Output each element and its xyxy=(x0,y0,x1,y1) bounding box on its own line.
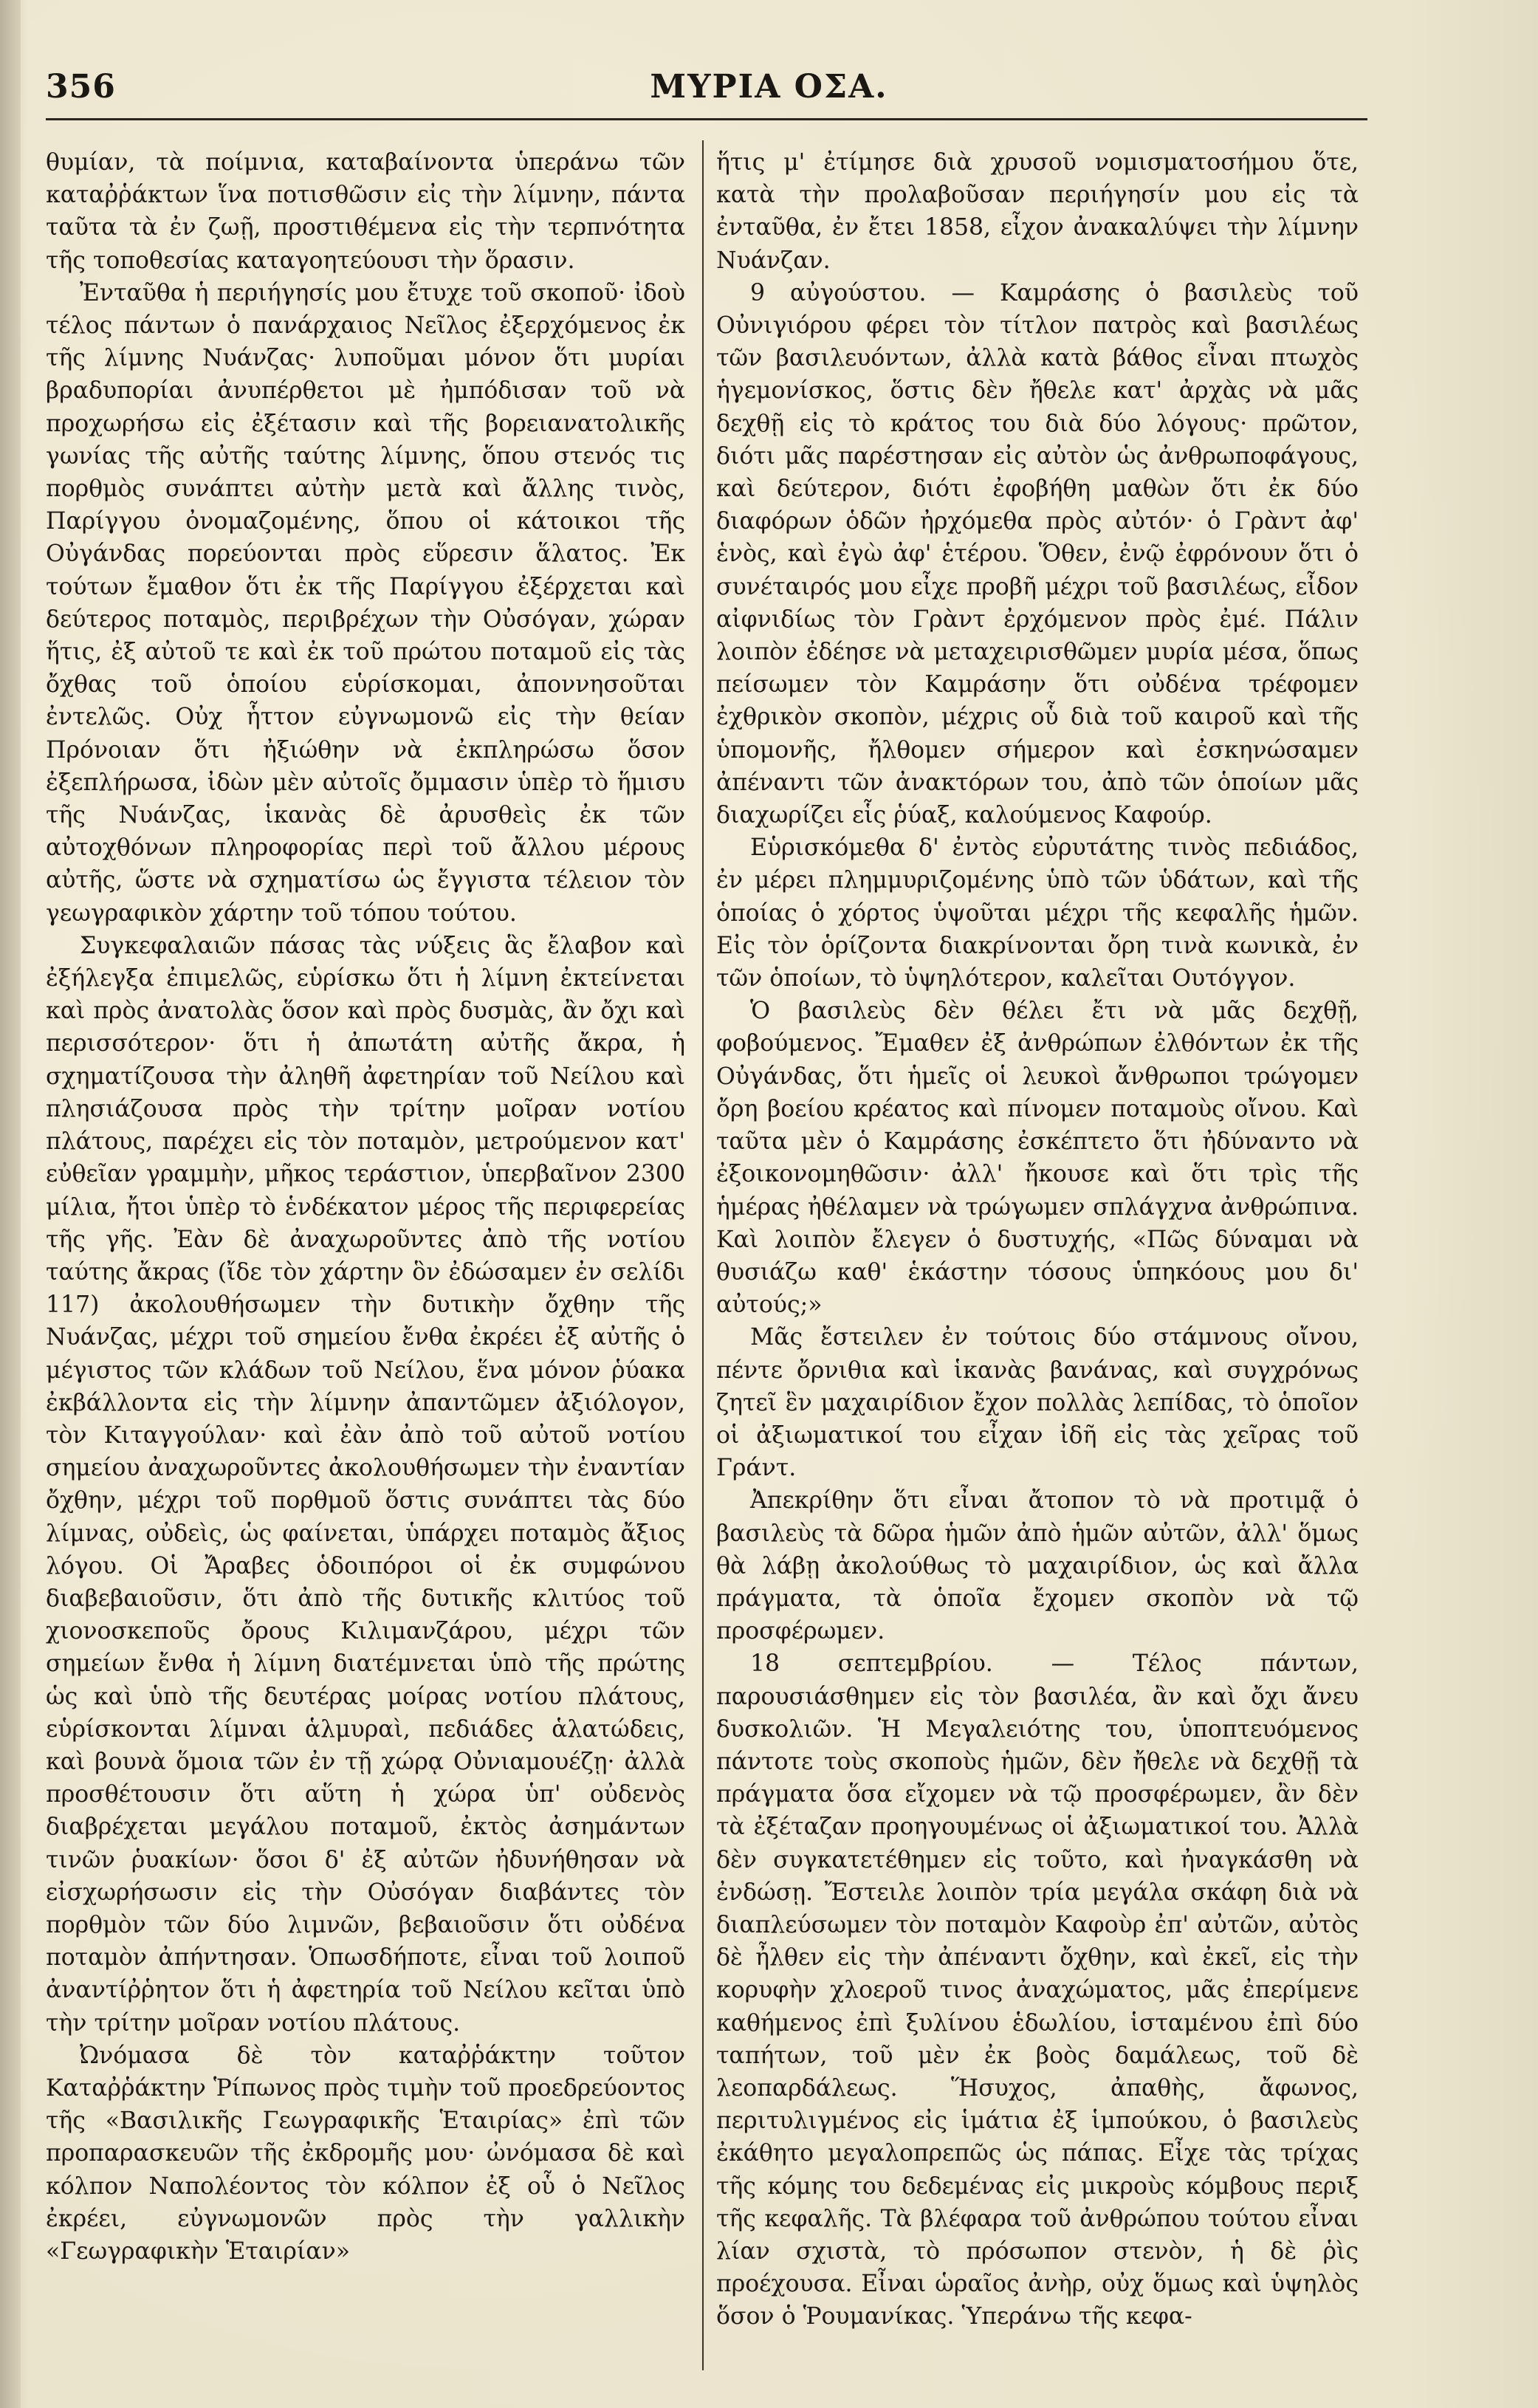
left-column xyxy=(46,146,685,2268)
right-column xyxy=(716,146,1359,2333)
paragraph: Ἀπεκρίθην ὅτι εἶναι ἄτοπον τὸ νὰ προτιμᾷ ὁ βασιλεὺς τὰ δῶρα ἡμῶν ἀπὸ ἡμῶν αὐτῶν, ἀλλ' ὅμως θὰ λάβῃ ἀκολούθως τὸ μαχαιρίδιον, ὡς καὶ ἄλλα πράγματα, τὰ ὁποῖα ἔχομεν σκοπὸν νὰ τῷ προσφέρωμεν. xyxy=(716,1487,1359,1645)
running-title: ΜΥΡΙΑ ΟΣΑ. xyxy=(650,68,888,106)
paragraph: Εὑρισκόμεθα δ' ἐντὸς εὐρυτάτης τινὸς πεδιάδος, ἐν μέρει πλημμυριζομένης ὑπὸ τῶν ὑδάτων, καὶ τῆς ὁποίας ὁ χόρτος ὑψοῦται μέχρι τῆς κεφαλῆς ἡμῶν. Εἰς τὸν ὁρίζοντα διακρίνονται ὄρη τινὰ κωνικὰ, ἐν τῶν ὁποίων, τὸ ὑψηλότερον, καλεῖται Ουτόγγον. xyxy=(716,834,1359,992)
paragraph: 18 σεπτεμβρίου. — Τέλος πάντων, παρουσιάσθημεν εἰς τὸν βασιλέα, ἂν καὶ ὄχι ἄνευ δυσκολιῶν. Ἡ Μεγαλειότης του, ὑποπτευόμενος πάντοτε τοὺς σκοποὺς ἡμῶν, δὲν ἤθελε νὰ δεχθῇ τὰ πράγματα ὅσα εἴχομεν νὰ τῷ προσφέρωμεν, ἂν δὲν τὰ ἐξέταζαν προηγουμένως οἱ ἀξιωματικοί του. Ἀλλὰ δὲν συγκατετέθημεν εἰς τοῦτο, καὶ ἠναγκάσθη νὰ ἐνδώσῃ. Ἔστειλε λοιπὸν τρία μεγάλα σκάφη διὰ νὰ διαπλεύσωμεν τὸν ποταμὸν Καφοὺρ ἐπ' αὐτῶν, αὐτὸς δὲ ἦλθεν εἰς τὴν ἀπέναντι ὄχθην, καὶ ἐκεῖ, εἰς τὴν κορυφὴν χλοεροῦ τινος ἀναχώματος, μᾶς ἐπερίμενε καθήμενος ἐπὶ ξυλίνου ἑδωλίου, ἱσταμένου ἐπὶ δύο ταπήτων, τοῦ μὲν ἐκ βοὸς δαμάλεως, τοῦ δὲ λεοπαρδάλεως. Ἥσυχος, ἀπαθὴς, ἄφωνος, περιτυλιγμένος εἰς ἱμάτια ἐξ ἱμπούκου, ὁ βασιλεὺς ἐκάθητο μεγαλοπρεπῶς ὡς πάπας. Εἶχε τὰς τρίχας τῆς κόμης του δεδεμένας εἰς μικροὺς κόμβους περιξ τῆς κεφαλῆς. Τὰ βλέφαρα τοῦ ἀνθρώπου τούτου εἶναι λίαν σχιστὰ, τὸ πρόσωπον στενὸν, ἡ δὲ ῥὶς προέχουσα. Εἶναι ὡραῖος ἀνὴρ, οὐχ ὅμως καὶ ὑψηλὸς ὅσον ὁ Ῥουμανίκας. Ὑπεράνω τῆς κεφα- xyxy=(716,1650,1359,2330)
paragraph: Ὁ βασιλεὺς δὲν θέλει ἔτι νὰ μᾶς δεχθῇ, φοβούμενος. Ἔμαθεν ἐξ ἀνθρώπων ἐλθόντων ἐκ τῆς Οὐγάνδας, ὅτι ἡμεῖς οἱ λευκοὶ ἄνθρωποι τρώγομεν ὄρη βοείου κρέατος καὶ πίνομεν ποταμοὺς οἴνου. Καὶ ταῦτα μὲν ὁ Καμράσης ἐσκέπτετο ὅτι ἠδύναντο νὰ ἐξοικονομηθῶσιν· ἀλλ' ἤκουσε καὶ ὅτι τρὶς τῆς ἡμέρας ἠθέλαμεν νὰ τρώγωμεν σπλάγχνα ἀνθρώπινα. Καὶ λοιπὸν ἔλεγεν ὁ δυστυχής, «Πῶς δύναμαι νὰ θυσιάζω καθ' ἑκάστην τόσους ὑπηκόους μου δι' αὐτούς;» xyxy=(716,998,1359,1319)
paragraph: ἥτις μ' ἐτίμησε διὰ χρυσοῦ νομισματοσήμου ὅτε, κατὰ τὴν προλαβοῦσαν περιήγησίν μου εἰς τὰ ἐνταῦθα, ἐν ἔτει 1858, εἶχον ἀνακαλύψει τὴν λίμνην Νυάνζαν. xyxy=(716,149,1359,274)
page-number: 356 xyxy=(46,68,116,106)
paragraph: Συγκεφαλαιῶν πάσας τὰς νύξεις ἃς ἔλαβον καὶ ἐξήλεγξα ἐπιμελῶς, εὑρίσκω ὅτι ἡ λίμνη ἐκτείνεται καὶ πρὸς ἀνατολὰς ὅσον καὶ πρὸς δυσμὰς, ἂν ὄχι καὶ περισσότερον· ὅτι ἡ ἀπωτάτη αὐτῆς ἄκρα, ἡ σχηματίζουσα τὴν ἀληθῆ ἀφετηρίαν τοῦ Νείλου καὶ πλησιάζουσα πρὸς τὴν τρίτην μοῖραν νοτίου πλάτους, παρέχει εἰς τὸν ποταμὸν, μετρούμενον κατ' εὐθεῖαν γραμμὴν, μῆκος τεράστιον, ὑπερβαῖνον 2300 μίλια, ἤτοι ὑπὲρ τὸ ἑνδέκατον μέρος τῆς περιφερείας τῆς γῆς. Ἐὰν δὲ ἀναχωροῦντες ἀπὸ τῆς νοτίου ταύτης ἄκρας (ἴδε τὸν χάρτην ὃν ἐδώσαμεν ἐν σελίδι 117) ἀκολουθήσωμεν τὴν δυτικὴν ὄχθην τῆς Νυάνζας, μέχρι τοῦ σημείου ἔνθα ἐκρέει ἐξ αὐτῆς ὁ μέγιστος τῶν κλάδων τοῦ Νείλου, ἕνα μόνον ῥύακα ἐκβάλλοντα εἰς τὴν λίμνην ἀπαντῶμεν ἀξιόλογον, τὸν Κιταγγούλαν· καὶ ἐὰν ἀπὸ τοῦ αὐτοῦ νοτίου σημείου ἀναχωροῦντες ἀκολουθήσωμεν τὴν ἐναντίαν ὄχθην, μέχρι τοῦ πορθμοῦ ὅστις συνάπτει τὰς δύο λίμνας, οὐδεὶς, ὡς φαίνεται, ὑπάρχει ποταμὸς ἄξιος λόγου. Οἱ Ἄραβες ὁδοιπόροι οἱ ἐκ συμφώνου διαβεβαιοῦσιν, ὅτι ἀπὸ τῆς δυτικῆς κλιτύος τοῦ χιονοσκεποῦς ὄρους Κιλιμανζάρου, μέχρι τῶν σημείων ἔνθα ἡ λίμνη διατέμνεται ὑπὸ τῆς πρώτης ὡς καὶ ὑπὸ τῆς δευτέρας μοίρας νοτίου πλάτους, εὑρίσκονται λίμναι ἁλμυραὶ, πεδιάδες ἁλατώδεις, καὶ βουνὰ ὅμοια τῶν ἐν τῇ χώρᾳ Οὐνιαμουέζῃ· ἀλλὰ προσθέτουσιν ὅτι αὕτη ἡ χώρα ὑπ' οὐδενὸς διαβρέχεται μεγάλου ποταμοῦ, ἐκτὸς ἀσημάντων τινῶν ῥυακίων· ὅσοι δ' ἐξ αὐτῶν ἠδυνήθησαν νὰ εἰσχωρήσωσιν εἰς τὴν Οὐσόγαν διαβάντες τὸν πορθμὸν τῶν δύο λιμνῶν, βεβαιοῦσιν ὅτι οὐδένα ποταμὸν ἀπήντησαν. Ὁπωσδήποτε, εἶναι τοῦ λοιποῦ ἀναντίῤῥητον ὅτι ἡ ἀφετηρία τοῦ Νείλου κεῖται ὑπὸ τὴν τρίτην μοῖραν νοτίου πλάτους. xyxy=(46,932,685,2037)
paragraph: θυμίαν, τὰ ποίμνια, καταβαίνοντα ὑπεράνω τῶν καταῤῥάκτων ἵνα ποτισθῶσιν εἰς τὴν λίμνην, πάντα ταῦτα τὰ ἐν ζωῇ, προστιθέμενα εἰς τὴν τερπνότητα τῆς τοποθεσίας καταγοητεύουσι τὴν ὅρασιν. xyxy=(46,149,685,274)
paragraph: Ἐνταῦθα ἡ περιήγησίς μου ἔτυχε τοῦ σκοποῦ· ἰδοὺ τέλος πάντων ὁ πανάρχαιος Νεῖλος ἐξερχόμενος ἐκ τῆς λίμνης Νυάνζας· λυποῦμαι μόνον ὅτι μυρίαι βραδυπορίαι ἀνυπέρθετοι μὲ ἠμπόδισαν τοῦ νὰ προχωρήσω εἰς ἐξέτασιν καὶ τῆς βορειανατολικῆς γωνίας τῆς αὐτῆς ταύτης λίμνης, ὅπου στενός τις πορθμὸς συνάπτει αὐτὴν μετὰ καὶ ἄλλης τινὸς, Παρίγγου ὀνομαζομένης, ὅπου οἱ κάτοικοι τῆς Οὐγάνδας πορεύονται πρὸς εὕρεσιν ἅλατος. Ἐκ τούτων ἔμαθον ὅτι ἐκ τῆς Παρίγγου ἐξέρχεται καὶ δεύτερος ποταμὸς, περιβρέχων τὴν Οὐσόγαν, χώραν ἥτις, ἐξ αὐτοῦ τε καὶ ἐκ τοῦ πρώτου ποταμοῦ εἰς τὰς ὄχθας τοῦ ὁποίου εὑρίσκομαι, ἀποννησοῦται ἐντελῶς. Οὐχ ἧττον εὐγνωμονῶ εἰς τὴν θείαν Πρόνοιαν ὅτι ἠξιώθην νὰ ἐκπληρώσω ὅσον ἐξεπλήρωσα, ἰδὼν μὲν αὐτοῖς ὄμμασιν ὑπὲρ τὸ ἥμισυ τῆς Νυάνζας, ἱκανὰς δὲ ἀρυσθεὶς ἐκ τῶν αὐτοχθόνων πληροφορίας περὶ τοῦ ἄλλου μέρους αὐτῆς, ὥστε νὰ σχηματίσω ὡς ἔγγιστα τέλειον τὸν γεωγραφικὸν χάρτην τοῦ τόπου τούτου. xyxy=(46,279,685,927)
header-rule xyxy=(46,118,1367,120)
paragraph: Ὠνόμασα δὲ τὸν καταῤῥάκτην τοῦτον Καταῤῥάκτην Ῥίπωνος πρὸς τιμὴν τοῦ προεδρεύοντος τῆς «Βασιλικῆς Γεωγραφικῆς Ἑταιρίας» ἐπὶ τῶν προπαρασκευῶν τῆς ἐκδρομῆς μου· ὠνόμασα δὲ καὶ κόλπον Ναπολέοντος τὸν κόλπον ἐξ οὗ ὁ Νεῖλος ἐκρέει, εὐγνωμονῶν πρὸς τὴν γαλλικὴν «Γεωγραφικὴν Ἑταιρίαν» xyxy=(46,2042,685,2265)
paragraph: 9 αὐγούστου. — Καμράσης ὁ βασιλεὺς τοῦ Οὐνιγιόρου φέρει τὸν τίτλον πατρὸς καὶ βασιλέως τῶν βασιλευόντων, ἀλλὰ κατὰ βάθος εἶναι πτωχὸς ἡγεμονίσκος, ὅστις δὲν ἤθελε κατ' ἀρχὰς νὰ μᾶς δεχθῇ εἰς τὸ κράτος του διὰ δύο λόγους· πρῶτον, διότι μᾶς παρέστησαν εἰς αὐτὸν ὡς ἀνθρωποφάγους, καὶ δεύτερον, διότι ἐφοβήθη μαθὼν ὅτι ἐκ δύο διαφόρων ὁδῶν ἠρχόμεθα πρὸς αὐτόν· ὁ Γρὰντ ἀφ' ἑνὸς, καὶ ἐγὼ ἀφ' ἑτέρου. Ὅθεν, ἐνῷ ἐφρόνουν ὅτι ὁ συνέταιρός μου εἶχε προβῆ μέχρι τοῦ βασιλέως, εἶδον αἰφνιδίως τὸν Γρὰντ ἐρχόμενον πρὸς ἐμέ. Πάλιν λοιπὸν ἐδέησε νὰ μεταχειρισθῶμεν μυρία μέσα, ὅπως πείσωμεν τὸν Καμράσην ὅτι οὐδένα τρέφομεν ἐχθρικὸν σκοπὸν, μέχρις οὗ διὰ τοῦ καιροῦ καὶ τῆς ὑπομονῆς, ἤλθομεν σήμερον καὶ ἐσκηνώσαμεν ἀπέναντι τῶν ἀνακτόρων του, ἀπὸ τῶν ὁποίων μᾶς διαχωρίζει εἷς ῥύαξ, καλούμενος Καφούρ. xyxy=(716,279,1359,829)
page-binding-shadow xyxy=(0,0,21,2408)
column-divider xyxy=(702,140,704,2370)
paragraph: Μᾶς ἔστειλεν ἐν τούτοις δύο στάμνους οἴνου, πέντε ὄρνιθια καὶ ἱκανὰς βανάνας, καὶ συγχρόνως ζητεῖ ἓν μαχαιρίδιον ἔχον πολλὰς λεπίδας, τὸ ὁποῖον οἱ ἀξιωματικοί του εἶχαν ἰδῆ εἰς τὰς χεῖρας τοῦ Γράντ. xyxy=(716,1324,1359,1482)
